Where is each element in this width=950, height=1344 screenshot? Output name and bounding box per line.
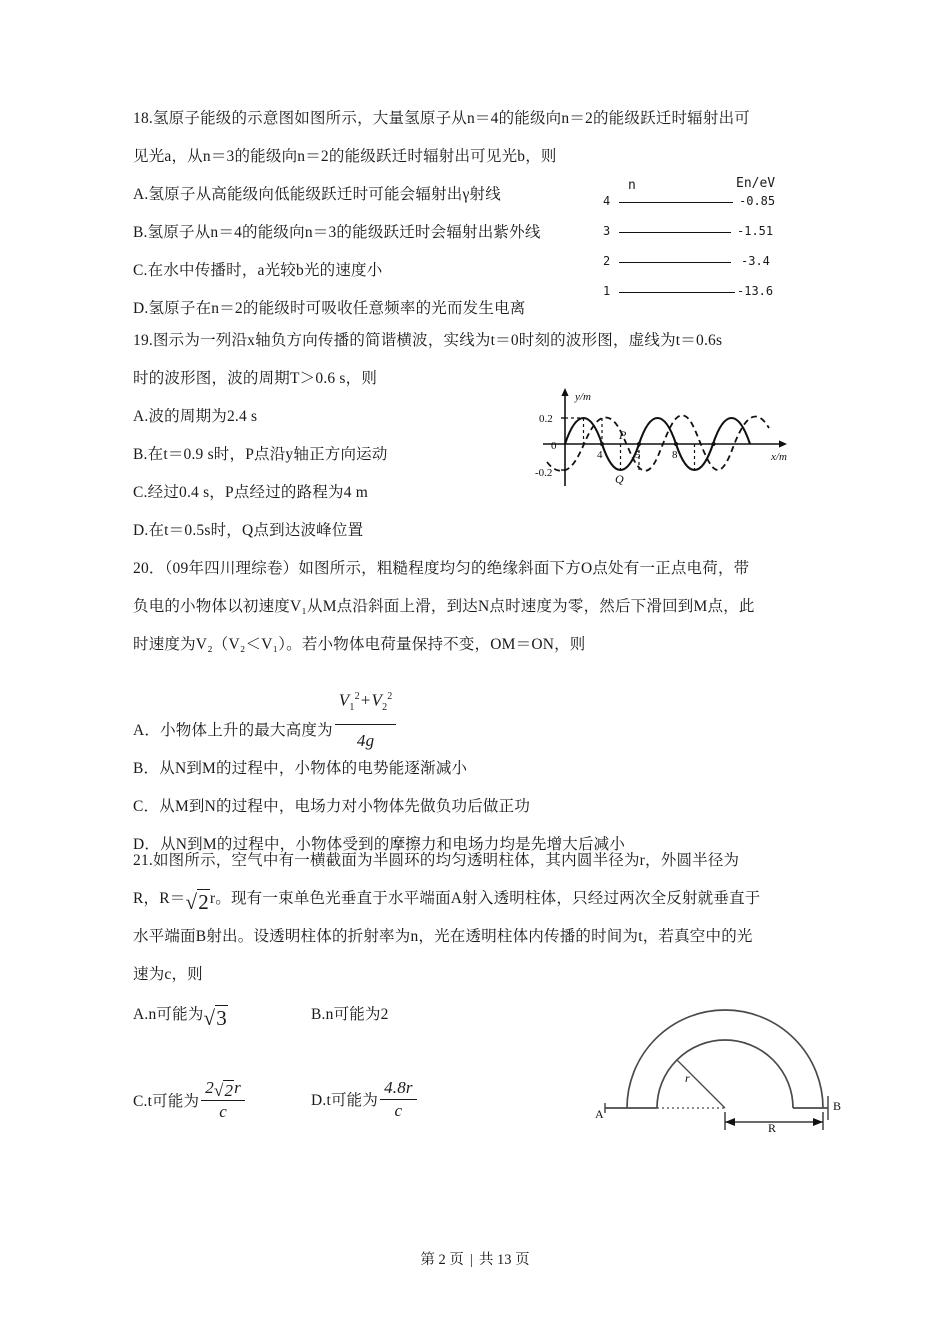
q21-option-a-prefix: A.n可能为 xyxy=(133,1006,204,1023)
q19-option-d: D.在t＝0.5s时，Q点到达波峰位置 xyxy=(133,522,364,539)
q20-option-b: B．从N到M的过程中，小物体的电势能逐渐减小 xyxy=(133,760,468,777)
footer-separator: | xyxy=(469,1252,473,1268)
question-20 xyxy=(133,550,833,864)
footer-current-page: 第 2 页 xyxy=(420,1252,464,1268)
sqrt-2-value-option-c: 2 xyxy=(224,1081,234,1100)
y-tick-label-0: 0 xyxy=(551,440,557,452)
footer-total-pages: 共 13 页 xyxy=(478,1252,530,1268)
sqrt-3-radical: √3 xyxy=(203,1006,227,1030)
wave-graph-figure xyxy=(523,382,823,494)
energy-level-4-n: 4 xyxy=(603,194,611,208)
q21-option-c-fraction xyxy=(201,1078,245,1122)
q21-option-c xyxy=(133,1078,247,1122)
numerator-v1-sup: 2 xyxy=(354,691,360,702)
q21-stem-line-2 xyxy=(133,880,833,918)
q21-line2-suffix: r。现有一束单色光垂直于水平端面A射入透明柱体，只经过两次全反射就垂直于 xyxy=(209,890,761,907)
q18-option-c: C.在水中传播时，a光较b光的速度小 xyxy=(133,262,383,279)
q21-option-c-prefix: C.t可能为 xyxy=(133,1092,200,1110)
x-axis-arrow xyxy=(779,440,787,447)
q18-option-d: D.氢原子在n＝2的能级时可吸收任意频率的光而发生电离 xyxy=(133,300,526,317)
q19-stem-line-1: 19.图示为一列沿x轴负方向传播的简谐横波，实线为t＝0时刻的波形图，虚线为t＝0.6s xyxy=(133,332,723,349)
q21-option-c-numerator xyxy=(201,1078,245,1101)
q20-option-a xyxy=(133,682,833,750)
q18-stem-line-1: 18.氢原子能级的示意图如图所示，大量氢原子从n＝4的能级向n＝2的能级跃迁时辐射出可 xyxy=(133,110,750,127)
question-18 xyxy=(133,100,833,328)
numerator-v1: V xyxy=(338,690,350,710)
y-axis-label: y/m xyxy=(575,391,591,403)
q21-option-c-denominator: c xyxy=(219,1102,227,1121)
q21-option-d-fraction xyxy=(380,1078,417,1121)
x-tick-label-8: 8 xyxy=(672,449,678,461)
R-arrow-right xyxy=(813,1118,823,1126)
x-marker-5 xyxy=(637,442,641,446)
q18-option-b: B.氢原子从n＝4的能级向n＝3的能级跃迁时会辐射出紫外线 xyxy=(133,224,541,241)
outer-semicircle xyxy=(627,1010,823,1108)
coef-2: 2 xyxy=(205,1078,214,1097)
energy-level-1-value: -13.6 xyxy=(737,284,774,298)
q21-line2-prefix: R，R＝ xyxy=(133,890,186,907)
y-tick-label-neg0.2: -0.2 xyxy=(535,467,553,479)
q19-stem-line-2: 时的波形图，波的周期T＞0.6 s，则 xyxy=(133,370,378,387)
sqrt-2-value: 2 xyxy=(198,890,209,914)
q21-option-b: B.n可能为2 xyxy=(311,1006,389,1023)
energy-header-n: n xyxy=(628,178,636,193)
numerator-plus: + xyxy=(359,690,372,710)
q20-stem-line-2: 负电的小物体以初速度V₁从M点沿斜面上滑，到达N点时速度为零，然后下滑回到M点，此 xyxy=(133,598,755,615)
label-r: r xyxy=(685,1071,690,1085)
q20-stem-line-1: 20．（09年四川理综卷）如图所示，粗糙程度均匀的绝缘斜面下方O点处有一正点电荷，带 xyxy=(133,560,750,577)
R-arrow-left xyxy=(725,1118,735,1126)
q21-option-d-denominator: c xyxy=(394,1101,403,1120)
q19-option-a: A.波的周期为2.4 s xyxy=(133,408,258,425)
var-r: r xyxy=(234,1078,241,1097)
q21-stem-line-3: 水平端面B射出。设透明柱体的折射率为n，光在透明柱体内传播的时间为t，若真空中的光 xyxy=(133,928,753,945)
numerator-v1-sub: 1 xyxy=(349,702,355,714)
q18-option-a: A.氢原子从高能级向低能级跃迁时可能会辐射出γ射线 xyxy=(133,186,501,203)
q20-option-a-prefix: A．小物体上升的最大高度为 xyxy=(133,721,333,739)
sqrt-2-radical: √2 xyxy=(185,890,209,914)
energy-level-4-line xyxy=(619,202,733,203)
label-A: A xyxy=(595,1107,604,1121)
energy-level-1-n: 1 xyxy=(603,284,611,298)
x-axis-label: x/m xyxy=(771,451,787,463)
energy-level-3-line xyxy=(619,232,731,233)
x-marker-extra xyxy=(712,442,716,446)
energy-level-diagram xyxy=(603,178,833,303)
x-marker-4 xyxy=(600,442,604,446)
y-axis-arrow xyxy=(561,388,568,396)
numerator-v2-sup: 2 xyxy=(387,691,393,702)
energy-level-3-value: -1.51 xyxy=(737,224,774,238)
x-tick-label-5: 5 xyxy=(635,449,641,461)
numerator-v2-sub: 2 xyxy=(382,702,388,714)
inner-semicircle xyxy=(657,1040,793,1108)
sqrt-2-radical-option-c: √2 xyxy=(213,1081,234,1100)
numerator-v2: V xyxy=(371,690,383,710)
ring-svg xyxy=(585,1000,865,1140)
energy-level-1-line xyxy=(619,292,735,293)
q21-option-d xyxy=(311,1078,419,1121)
label-B: B xyxy=(833,1099,842,1113)
q21-stem-line-1: 21.如图所示，空气中有一横截面为半圆环的均匀透明柱体，其内圆半径为r，外圆半径为 xyxy=(133,852,740,869)
energy-level-3-n: 3 xyxy=(603,224,611,238)
x-tick-label-4: 4 xyxy=(597,449,603,461)
question-21 xyxy=(133,842,842,1136)
q20-option-d: D．从N到M的过程中，小物体受到的摩擦力和电场力均是先增大后减小 xyxy=(133,836,626,853)
q21-stem-line-4: 速为c，则 xyxy=(133,966,203,983)
q19-option-c: C.经过0.4 s，P点经过的路程为4 m xyxy=(133,484,368,501)
point-label-Q: Q xyxy=(615,472,624,486)
energy-header-energy: En/eV xyxy=(736,176,776,191)
y-tick-label-0.2: 0.2 xyxy=(539,413,553,425)
x-marker-8 xyxy=(674,442,678,446)
energy-level-2-value: -3.4 xyxy=(741,254,770,268)
semicircular-ring-figure xyxy=(585,1000,865,1140)
q20-option-a-fraction xyxy=(335,682,397,756)
wave-graph-svg xyxy=(523,382,823,494)
question-19 xyxy=(133,322,833,550)
sqrt-3-value: 3 xyxy=(216,1006,227,1030)
label-R: R xyxy=(768,1121,777,1135)
point-label-P: P xyxy=(619,428,627,442)
page-footer xyxy=(0,1248,950,1269)
q20-stem-line-3: 时速度为V₂（V₂＜V₁）。若小物体电荷量保持不变，OM＝ON，则 xyxy=(133,636,586,653)
wave-curve-t06 xyxy=(547,415,769,470)
energy-level-4-value: -0.85 xyxy=(739,194,776,208)
q20-option-c: C．从M到N的过程中，电场力对小物体先做负功后做正功 xyxy=(133,798,531,815)
q21-option-a xyxy=(133,1002,228,1029)
q21-option-d-prefix: D.t可能为 xyxy=(311,1091,379,1109)
energy-level-2-line xyxy=(619,262,731,263)
q21-option-d-numerator: 4.8r xyxy=(380,1078,417,1100)
q19-option-b: B.在t＝0.9 s时，P点沿y轴正方向运动 xyxy=(133,446,388,463)
q18-stem-line-2: 见光a，从n＝3的能级向n＝2的能级跃迁时辐射出可见光b，则 xyxy=(133,148,557,165)
energy-level-2-n: 2 xyxy=(603,254,611,268)
q20-fraction-denominator: 4g xyxy=(356,731,375,751)
q20-fraction-numerator xyxy=(335,682,397,725)
